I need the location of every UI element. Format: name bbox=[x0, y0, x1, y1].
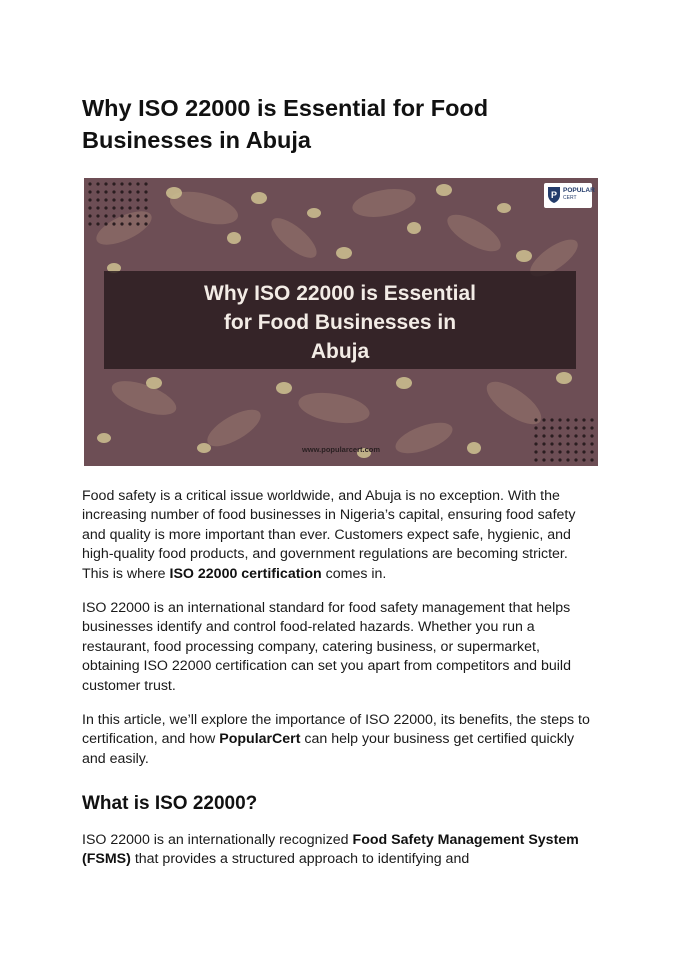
text-span: In this article, we’ll explore the importance of ISO 22000, its benefits, the steps to certification, and how bbox=[82, 712, 590, 748]
bold-term: ISO 22000 certification bbox=[169, 565, 322, 582]
svg-text:P: P bbox=[550, 190, 558, 200]
hero-website-url: www.popularcert.com bbox=[301, 445, 381, 454]
hero-title-line: for Food Businesses in bbox=[223, 311, 457, 334]
text-span: ISO 22000 is an internationally recognized bbox=[82, 832, 353, 848]
bold-term: PopularCert bbox=[219, 731, 301, 748]
text-span: can help your business get certified quickly and easily. bbox=[82, 731, 575, 767]
hero-title bbox=[104, 279, 576, 366]
article-title: Why ISO 22000 is Essential for Food Businesses in Abuja bbox=[82, 95, 489, 153]
section-paragraph bbox=[82, 831, 597, 870]
popularcert-logo bbox=[544, 183, 595, 208]
bold-term: Food Safety Management System (FSMS) bbox=[82, 832, 579, 868]
section-heading: What is ISO 22000? bbox=[82, 793, 258, 814]
overview-paragraph bbox=[82, 711, 597, 769]
logo-name: POPULAR bbox=[563, 187, 595, 194]
standard-paragraph: ISO 22000 is an international standard for food safety management that helps businesses identify and control food-related hazards. Whether you run a restaurant, food processing company, catering business, or supermarket, obtaining ISO 22000 certification can set you apart from competitors and build customer trust. bbox=[82, 600, 571, 694]
text-span: comes in. bbox=[321, 565, 387, 582]
hero-title-line: Abuja bbox=[310, 340, 370, 363]
shield-p-icon bbox=[547, 186, 561, 204]
hero-title-line: Why ISO 22000 is Essential bbox=[204, 282, 476, 305]
text-span: that provides a structured approach to identifying and bbox=[130, 851, 470, 868]
text-span: Food safety is a critical issue worldwide, and Abuja is no exception. With the increasing number of food businesses in Nigeria’s capital, ensuring food safety and quality is more important than ever. Customers expect safe, hygienic, and high-quality food products, and government regulations are becoming stricter. This is where bbox=[82, 488, 576, 582]
logo-subtitle: CERT bbox=[563, 195, 577, 201]
hero-image bbox=[84, 178, 598, 466]
intro-paragraph bbox=[82, 487, 597, 584]
